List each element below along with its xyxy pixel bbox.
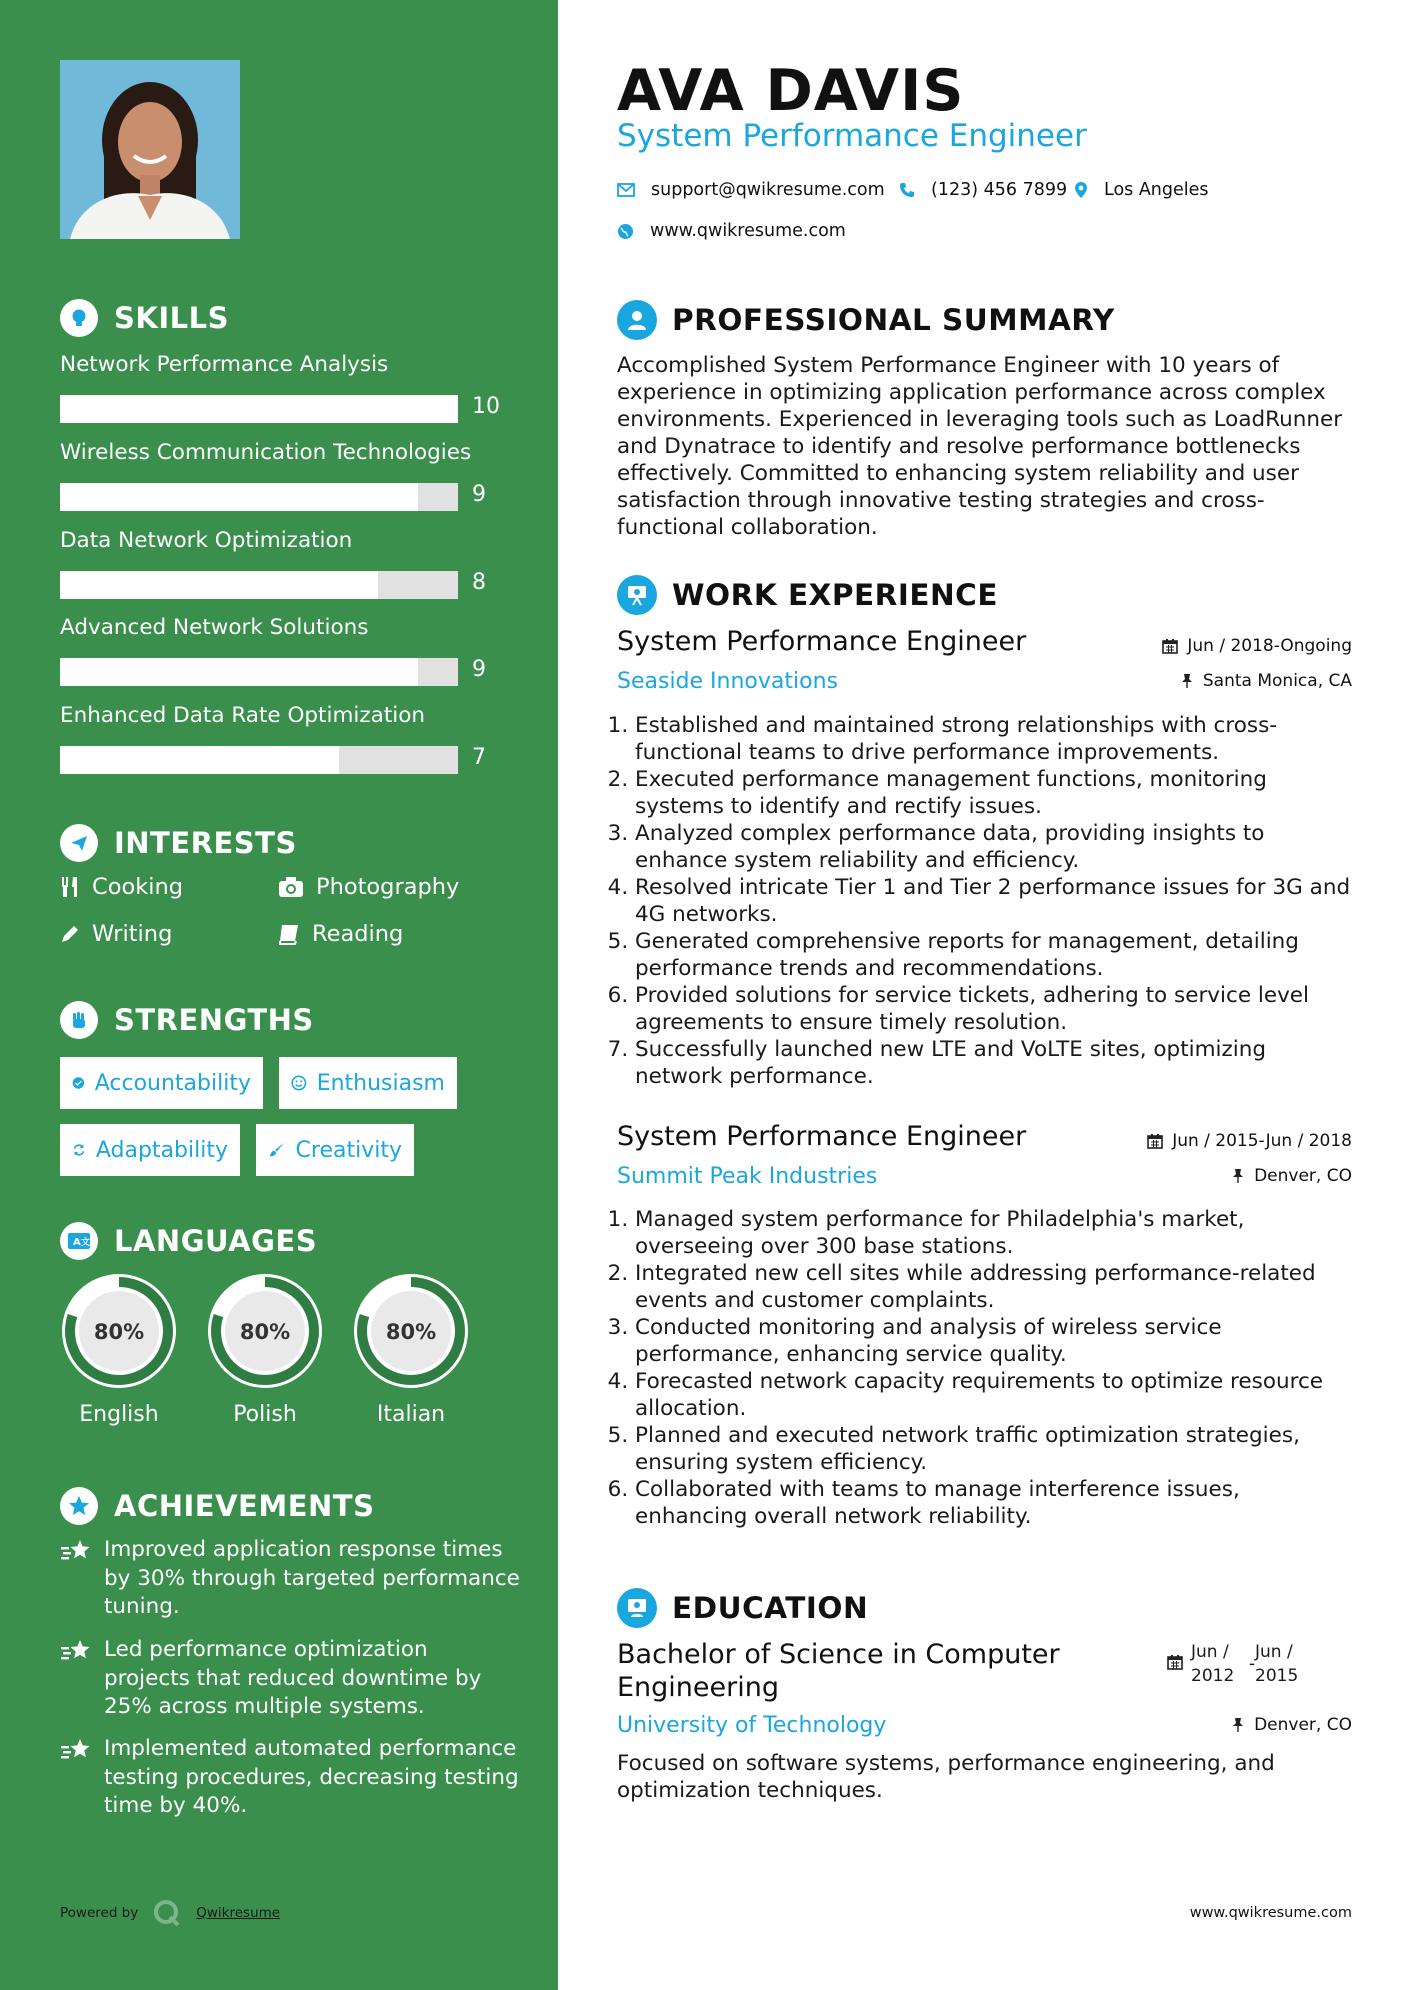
job-dates	[1162, 636, 1352, 656]
skill-item	[60, 703, 500, 770]
languages-heading	[60, 1222, 317, 1260]
profile-photo	[60, 60, 240, 239]
start-month: Jun /	[1191, 1642, 1229, 1662]
interest-item	[278, 921, 403, 947]
language-ring	[58, 1270, 180, 1392]
degree-line: Bachelor of Science in Computer	[617, 1639, 1060, 1670]
language-item	[204, 1270, 326, 1427]
brush-icon	[268, 1139, 286, 1161]
skill-bar-fill	[60, 571, 378, 599]
skill-bar	[60, 658, 458, 686]
graduate-icon	[617, 1588, 657, 1628]
experience-title: WORK EXPERIENCE	[672, 578, 998, 612]
qwikresume-logo-icon	[152, 1898, 182, 1928]
shooting-star-icon	[60, 1638, 92, 1664]
fist-icon	[60, 1001, 98, 1039]
calendar-icon	[1167, 1654, 1183, 1670]
education-title: EDUCATION	[672, 1591, 869, 1625]
strength-tag	[60, 1124, 240, 1176]
skill-bar	[60, 746, 458, 774]
end-year: 2015	[1255, 1666, 1299, 1686]
smile-icon	[291, 1073, 307, 1093]
strength-tag	[279, 1057, 457, 1109]
language-percent: 80%	[93, 1320, 145, 1344]
contact-location	[1074, 180, 1209, 200]
job-location-text: Santa Monica, CA	[1202, 671, 1352, 691]
list-item: 4. Resolved intricate Tier 1 and Tier 2 performance issues for 3G and 4G networks.	[635, 874, 1357, 928]
company-name: Seaside Innovations	[617, 669, 838, 694]
candidate-role: System Performance Engineer	[617, 118, 1087, 154]
skills-title: SKILLS	[114, 301, 229, 335]
skill-name: Data Network Optimization	[60, 528, 353, 553]
strengths-heading	[60, 1001, 314, 1039]
list-item: 3. Analyzed complex performance data, providing insights to enhance system reliability and efficiency.	[635, 820, 1357, 874]
strength-label: Creativity	[295, 1137, 402, 1163]
list-item: 1. Established and maintained strong relationships with cross-functional teams to drive performance improvements.	[635, 712, 1357, 766]
achievement-text: Improved application response times by 30% through targeted performance tuning.	[104, 1537, 520, 1619]
strength-label: Enthusiasm	[316, 1070, 445, 1096]
interest-label: Cooking	[92, 874, 184, 900]
job-dates	[1147, 1131, 1352, 1151]
skill-level: 10	[472, 394, 500, 419]
date-separator: -	[1249, 1654, 1256, 1674]
qwikresume-link[interactable]: Qwikresume	[196, 1905, 281, 1921]
job-bullets	[617, 1206, 1357, 1530]
summary-heading	[617, 300, 1115, 340]
phone-icon	[899, 182, 915, 198]
start-year: 2012	[1191, 1666, 1235, 1686]
language-ring	[204, 1270, 326, 1392]
interest-item	[60, 921, 172, 947]
achievement-item	[60, 1636, 520, 1722]
calendar-icon	[1147, 1133, 1163, 1149]
interest-item	[278, 874, 459, 900]
shooting-star-icon	[60, 1737, 92, 1763]
list-item: 3. Conducted monitoring and analysis of wireless service performance, enhancing service quality.	[635, 1314, 1357, 1368]
translate-icon	[60, 1222, 98, 1260]
list-item: 4. Forecasted network capacity requirements to optimize resource allocation.	[635, 1368, 1357, 1422]
footer-website[interactable]: www.qwikresume.com	[1189, 1905, 1352, 1921]
contact-phone[interactable]	[899, 180, 1067, 200]
job-title: System Performance Engineer	[617, 626, 1027, 657]
candidate-name: AVA DAVIS	[617, 58, 965, 124]
website-text: www.qwikresume.com	[650, 221, 846, 241]
interests-title: INTERESTS	[114, 826, 297, 860]
utensils-icon	[60, 875, 80, 899]
interest-item	[60, 874, 183, 900]
pushpin-icon	[1231, 1717, 1245, 1733]
skill-bar-fill	[60, 746, 339, 774]
shooting-star-icon	[60, 1538, 92, 1564]
skill-bar-fill	[60, 395, 458, 423]
list-item: 6. Collaborated with teams to manage interference issues, enhancing overall network reliability.	[635, 1476, 1357, 1530]
strengths-title: STRENGTHS	[114, 1003, 314, 1037]
skill-name: Network Performance Analysis	[60, 352, 389, 377]
svg-text:文: 文	[81, 1238, 91, 1248]
language-item	[58, 1270, 180, 1427]
skill-item	[60, 528, 500, 595]
strength-label: Accountability	[94, 1070, 251, 1096]
language-percent: 80%	[239, 1320, 291, 1344]
strength-tag	[256, 1124, 414, 1176]
degree-line: Engineering	[617, 1672, 779, 1703]
skill-level: 9	[472, 657, 486, 682]
user-icon	[617, 300, 657, 340]
strength-label: Adaptability	[95, 1137, 228, 1163]
skills-heading	[60, 299, 229, 337]
contact-website[interactable]	[617, 221, 846, 241]
list-item: 6. Provided solutions for service tickets, adhering to service level agreements to ensure timely resolution.	[635, 982, 1357, 1036]
job-location	[1180, 671, 1352, 691]
skill-name: Enhanced Data Rate Optimization	[60, 703, 426, 728]
job-bullets	[617, 712, 1357, 1090]
company-name: Summit Peak Industries	[617, 1164, 878, 1189]
skill-level: 8	[472, 570, 486, 595]
skill-item	[60, 352, 500, 419]
refresh-icon	[72, 1139, 86, 1161]
location-text: Los Angeles	[1104, 180, 1209, 200]
list-item: 7. Successfully launched new LTE and VoLTE sites, optimizing network performance.	[635, 1036, 1357, 1090]
pushpin-icon	[1231, 1168, 1245, 1184]
powered-by-label: Powered by	[60, 1905, 139, 1921]
skill-item	[60, 615, 500, 682]
education-heading	[617, 1588, 868, 1628]
skill-bar-fill	[60, 658, 418, 686]
experience-heading	[617, 575, 998, 615]
strength-tag	[60, 1057, 263, 1109]
language-name: Italian	[376, 1402, 446, 1427]
pushpin-icon	[1180, 673, 1194, 689]
job-location-text: Denver, CO	[1254, 1166, 1352, 1186]
degree-title	[617, 1638, 1060, 1704]
interest-label: Reading	[312, 921, 404, 947]
skill-name: Wireless Communication Technologies	[60, 440, 472, 465]
skill-level: 7	[472, 745, 486, 770]
contact-email[interactable]	[617, 180, 885, 200]
check-circle-icon	[72, 1073, 85, 1093]
job-location	[1231, 1166, 1352, 1186]
interest-label: Photography	[316, 874, 460, 900]
end-month: Jun /	[1255, 1642, 1293, 1662]
list-item: 2. Executed performance management functions, monitoring systems to identify and rectify issues.	[635, 766, 1357, 820]
globe-icon	[617, 223, 634, 240]
presentation-icon	[617, 575, 657, 615]
school-name: University of Technology	[617, 1713, 887, 1738]
achievements-title: ACHIEVEMENTS	[114, 1489, 375, 1523]
svg-text:A: A	[73, 1237, 82, 1248]
paper-plane-icon	[60, 824, 98, 862]
list-item: 5. Planned and executed network traffic optimization strategies, ensuring system efficiency.	[635, 1422, 1357, 1476]
interest-label: Writing	[92, 921, 173, 947]
skill-item	[60, 440, 500, 507]
phone-text: (123) 456 7899	[931, 180, 1068, 200]
book-icon	[278, 923, 300, 945]
interests-heading	[60, 824, 297, 862]
achievements-heading	[60, 1487, 374, 1525]
language-name: English	[79, 1402, 159, 1427]
list-item: 1. Managed system performance for Philadelphia's market, overseeing over 300 base stations.	[635, 1206, 1357, 1260]
education-location	[1231, 1715, 1352, 1735]
envelope-icon	[617, 183, 635, 197]
skill-bar	[60, 395, 458, 423]
email-text: support@qwikresume.com	[651, 180, 885, 200]
sidebar	[0, 0, 558, 1990]
list-item: 2. Integrated new cell sites while addressing performance-related events and customer complaints.	[635, 1260, 1357, 1314]
achievement-text: Led performance optimization projects that reduced downtime by 25% across multiple systems.	[104, 1637, 482, 1719]
job-dates-text: Jun / 2018-Ongoing	[1187, 636, 1352, 656]
language-percent: 80%	[385, 1320, 437, 1344]
achievement-text: Implemented automated performance testing procedures, decreasing testing time by 40%.	[104, 1736, 519, 1818]
education-description: Focused on software systems, performance engineering, and optimization techniques.	[617, 1751, 1275, 1803]
job-dates-text: Jun / 2015-Jun / 2018	[1172, 1131, 1352, 1151]
summary-text: Accomplished System Performance Engineer with 10 years of experience in optimizing application performance across complex environments. Experienced in leveraging tools such as LoadRunner and Dynatrace to identify and resolve performance bottlenecks effectively. Committed to enhancing system reliability and user satisfaction through innovative testing strategies and cross-functional collaboration.	[617, 353, 1343, 540]
language-ring	[350, 1270, 472, 1392]
lightbulb-icon	[60, 299, 98, 337]
language-item	[350, 1270, 472, 1427]
skill-bar-fill	[60, 483, 418, 511]
star-badge-icon	[60, 1487, 98, 1525]
education-location-text: Denver, CO	[1254, 1715, 1352, 1735]
calendar-icon	[1162, 638, 1178, 654]
camera-icon	[278, 876, 304, 898]
languages-title: LANGUAGES	[114, 1224, 318, 1258]
job-title: System Performance Engineer	[617, 1121, 1027, 1152]
skill-bar	[60, 483, 458, 511]
list-item: 5. Generated comprehensive reports for management, detailing performance trends and recommendations.	[635, 928, 1357, 982]
pencil-icon	[60, 924, 80, 944]
achievement-item	[60, 1536, 520, 1622]
powered-by	[60, 1898, 280, 1928]
skill-level: 9	[472, 482, 486, 507]
language-name: Polish	[233, 1402, 297, 1427]
education-dates	[1167, 1640, 1315, 1688]
skill-bar	[60, 571, 458, 599]
summary-title: PROFESSIONAL SUMMARY	[672, 303, 1115, 337]
achievement-item	[60, 1735, 520, 1821]
map-pin-icon	[1074, 181, 1088, 199]
skill-name: Advanced Network Solutions	[60, 615, 369, 640]
